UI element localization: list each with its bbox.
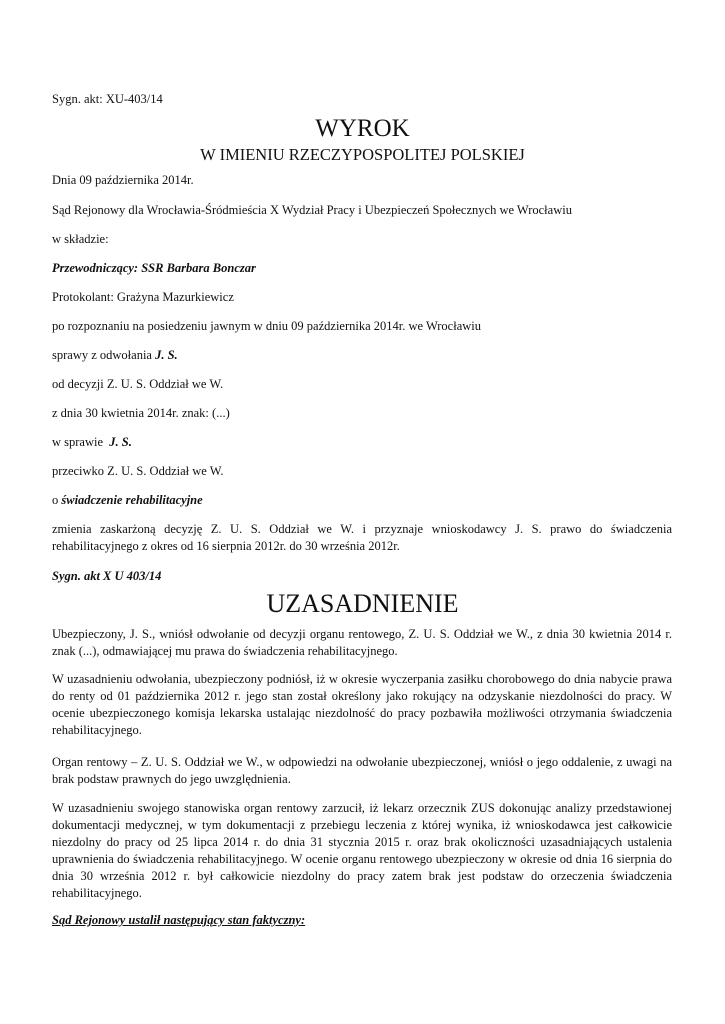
subject-line xyxy=(52,492,203,509)
appellant-name: J. S. xyxy=(155,348,178,362)
court-name: Sąd Rejonowy dla Wrocławia-Śródmieścia X Wydział Pracy i Ubezpieczeń Społecznych we Wrocławiu xyxy=(52,203,572,217)
matter-name: J. S. xyxy=(109,435,132,449)
subject-prefix: o xyxy=(52,493,62,507)
matter-prefix: w sprawie xyxy=(52,435,110,449)
presiding-judge: Przewodniczący: SSR Barbara Bonczar xyxy=(52,261,256,275)
judgment-title: WYROK xyxy=(315,115,410,142)
case-reference: Sygn. akt: XU-403/14 xyxy=(52,92,163,106)
appeal-line xyxy=(52,347,178,364)
justification-title: UZASADNIENIE xyxy=(266,589,459,618)
ruling-paragraph: zmienia zaskarżoną decyzję Z. U. S. Oddział we W. i przyznaje wnioskodawcy J. S. prawo do świadczenia rehabilitacyjnego z okres od 16 sierpnia 2012r. do 30 września 2012r. xyxy=(52,522,672,553)
justification-paragraph: W uzasadnieniu swojego stanowiska organ rentowy zarzucił, iż lekarz orzecznik ZUS dokonując analizy przedstawionej dokumentacji medycznej, w tym dokumentacji z przebiegu leczenia z której wynika, iż wnioskodawca jest całkowicie niezdolny do pracy od 25 lipca 2014 r. do dnia 31 stycznia 2015 r. oraz brak okoliczności uzasadniających ustalenia uprawnienia do świadczenia rehabilitacyjnego. W ocenie organu rentowego ubezpieczony w okresie od dnia 16 sierpnia do dnia 30 września 2012 r. był całkowicie niezdolny do pracy zatem brak jest podstaw do orzeczenia świadczenia rehabilitacyjnego. xyxy=(52,801,672,900)
hearing-line: po rozpoznaniu na posiedzeniu jawnym w dniu 09 października 2014r. we Wrocławiu xyxy=(52,319,482,333)
court-clerk: Protokolant: Grażyna Mazurkiewicz xyxy=(52,290,234,304)
subject-text: świadczenie rehabilitacyjne xyxy=(61,493,203,507)
matter-line xyxy=(52,434,132,451)
judgment-subtitle: W IMIENIU RZECZYPOSPOLITEJ POLSKIEJ xyxy=(200,145,525,164)
decision-date: z dnia 30 kwietnia 2014r. znak: (...) xyxy=(52,406,230,420)
decision-source: od decyzji Z. U. S. Oddział we W. xyxy=(52,377,224,391)
justification-paragraph: Ubezpieczony, J. S., wniósł odwołanie od decyzji organu rentowego, Z. U. S. Oddział we W., z dnia 30 kwietnia 2014 r. znak (...), odmawiającej mu prawa do świadczenia rehabilitacyjnego. xyxy=(52,627,672,658)
appeal-prefix: sprawy z odwołania xyxy=(52,348,156,362)
facts-heading: Sąd Rejonowy ustalił następujący stan faktyczny: xyxy=(52,913,306,927)
verdict-date: Dnia 09 października 2014r. xyxy=(52,173,194,187)
justification-case-reference: Sygn. akt X U 403/14 xyxy=(52,569,162,583)
justification-paragraph: W uzasadnieniu odwołania, ubezpieczony podniósł, iż w okresie wyczerpania zasiłku chorobowego do dnia nabycie prawa do renty od 01 października 2012 r. jego stan został określony jako rokujący na odzyskanie niezdolności do pracy. W ocenie ubezpieczonego komisja lekarska ustalając niezdolność do pracy pozbawiła możliwości otrzymania świadczenia rehabilitacyjnego. xyxy=(52,672,672,737)
justification-paragraph: Organ rentowy – Z. U. S. Oddział we W., w odpowiedzi na odwołanie ubezpieczonej, wniósł o jego oddalenie, z uwagi na brak podstaw prawnych do jego uwzględnienia. xyxy=(52,755,672,786)
against-line: przeciwko Z. U. S. Oddział we W. xyxy=(52,464,224,478)
composition-label: w składzie: xyxy=(52,232,109,246)
